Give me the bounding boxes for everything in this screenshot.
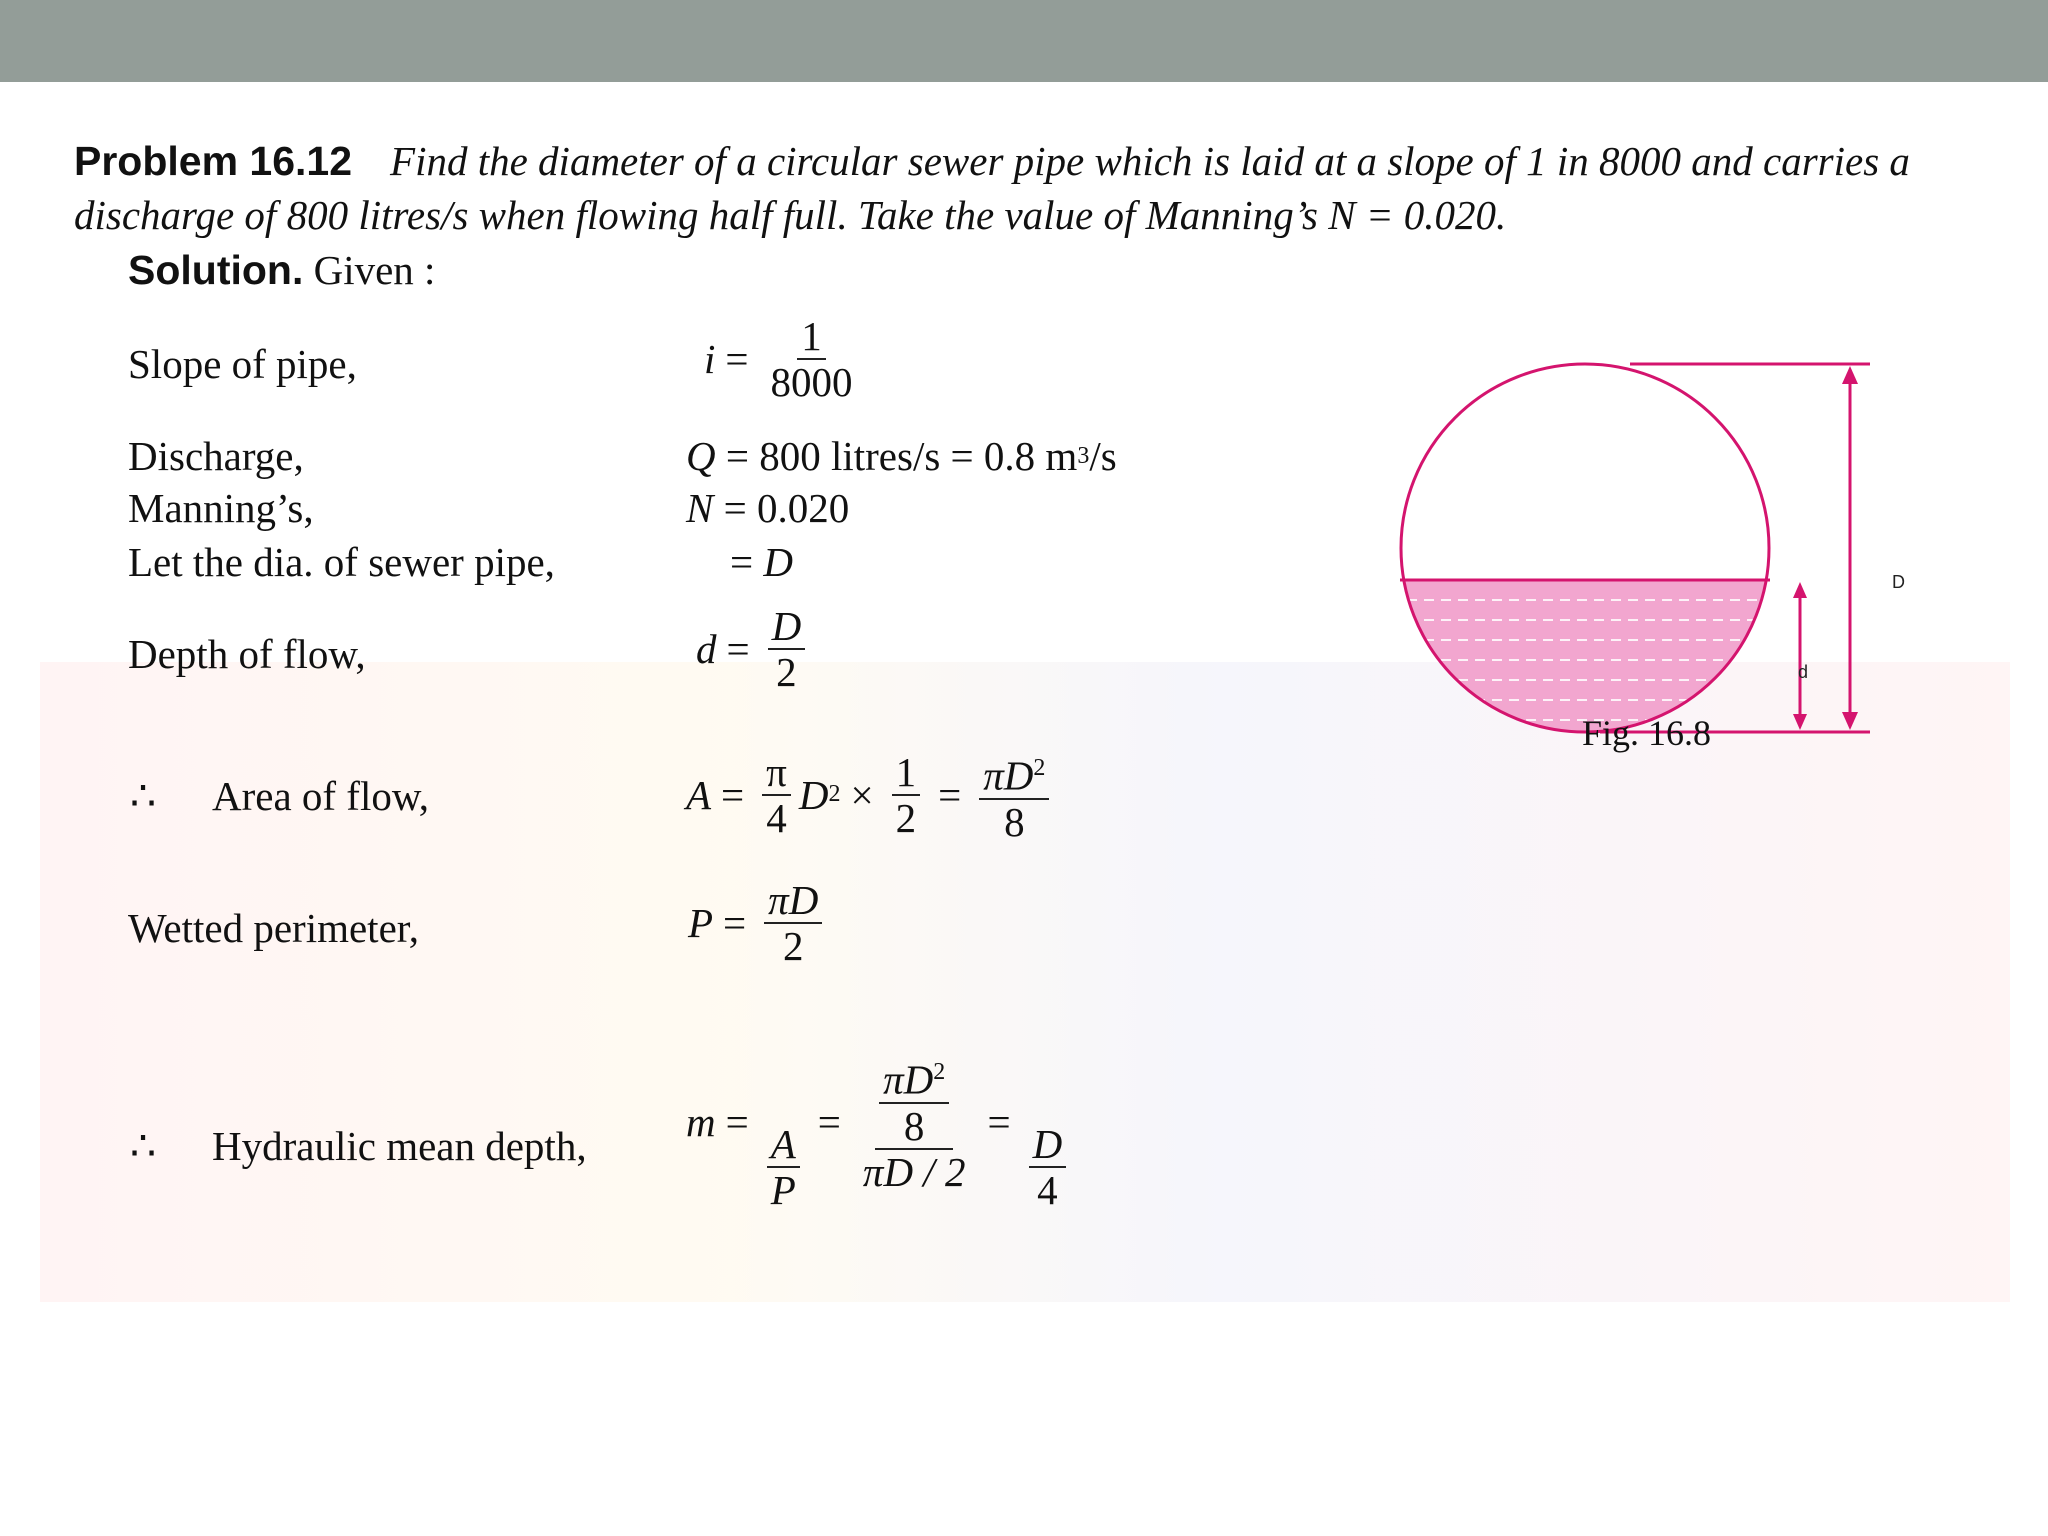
top-bar: [0, 0, 2048, 82]
perimeter-var: P: [688, 900, 714, 946]
slope-var: i: [704, 336, 716, 382]
area-times: ×: [850, 771, 874, 818]
area-fraction-3: [979, 746, 1049, 844]
hmd-big-num-sup: 2: [933, 1059, 946, 1086]
area-f3-num-wrap: [979, 746, 1049, 800]
area-f3-num: πD: [983, 752, 1034, 799]
label-d: d: [1798, 662, 1809, 682]
area-label: Area of flow,: [212, 773, 430, 819]
therefore-symbol-hmd: ∴: [130, 1123, 157, 1169]
area-d-squared: D: [798, 771, 829, 818]
area-f2-den: 2: [895, 794, 917, 841]
hmd-f1-den: P: [770, 1167, 796, 1213]
hmd-f3-num: D: [1029, 1122, 1067, 1168]
perimeter-label: Wetted perimeter,: [128, 905, 420, 951]
perimeter-denominator: 2: [783, 923, 804, 969]
depth-numerator: D: [768, 604, 806, 650]
area-var: A: [686, 771, 712, 818]
discharge-equation: [686, 432, 1117, 480]
slope-denominator: 8000: [770, 359, 853, 405]
slope-eq-sign: =: [725, 336, 749, 382]
hmd-fraction-ap: [767, 1122, 800, 1212]
hmd-big-fraction: [859, 1050, 970, 1194]
hmd-eq-sign-2: =: [817, 1099, 841, 1145]
depth-equation: [696, 604, 813, 694]
discharge-unit: /s: [1089, 433, 1117, 479]
depth-label: Depth of flow,: [128, 631, 366, 677]
area-eq-sign: =: [721, 771, 745, 818]
problem-text: Find the diameter of a circular sewer pipe which is laid at a slope of 1 in 8000 and carries a discharge of 800 litres/s when flowing half full. Take the value of Manning’s N = 0.020.: [74, 138, 1910, 238]
hmd-fraction-d4: [1029, 1122, 1067, 1212]
area-equation: [686, 746, 1057, 844]
figure-caption: Fig. 16.8: [1582, 713, 1712, 753]
perimeter-fraction: [764, 878, 822, 968]
perimeter-eq-sign: =: [723, 900, 747, 946]
hmd-f1-num: A: [767, 1122, 800, 1168]
hmd-big-num-top: πD: [883, 1056, 934, 1103]
hmd-big-numerator: [875, 1050, 953, 1150]
hmd-eq-sign-3: =: [987, 1099, 1011, 1145]
problem-title: Problem 16.12: [74, 138, 353, 184]
area-fraction-2: [892, 750, 921, 840]
area-f3-den: 8: [1004, 798, 1025, 845]
area-f2-num: 1: [892, 750, 921, 796]
perimeter-numerator: πD: [764, 878, 822, 924]
hmd-f3-den: 4: [1037, 1167, 1058, 1213]
depth-var: d: [696, 626, 717, 672]
hmd-big-denominator: πD / 2: [862, 1148, 966, 1195]
hmd-big-num-top-wrap: [879, 1050, 949, 1104]
area-eq-sign-2: =: [938, 771, 962, 818]
slope-numerator: 1: [797, 314, 826, 360]
depth-denominator: 2: [776, 649, 797, 695]
hmd-eq-sign: =: [725, 1099, 749, 1145]
hmd-equation: [686, 1032, 1074, 1212]
hmd-label: Hydraulic mean depth,: [212, 1123, 587, 1169]
area-f1-num: π: [762, 750, 791, 796]
manning-equation: [686, 484, 849, 532]
perimeter-equation: [688, 878, 830, 968]
document-page: [0, 82, 2048, 1536]
given-label: Given :: [313, 247, 436, 293]
hmd-big-num-bottom: 8: [903, 1102, 925, 1149]
area-f3-sup: 2: [1033, 755, 1046, 781]
diameter-var: D: [763, 539, 793, 585]
diameter-equation: [730, 538, 793, 586]
area-f1-den: 4: [766, 794, 787, 841]
diameter-label: Let the dia. of sewer pipe,: [128, 539, 555, 585]
label-D: D: [1892, 572, 1905, 592]
hmd-var: m: [686, 1099, 716, 1145]
depth-fraction: [768, 604, 806, 694]
area-d-sup: 2: [828, 781, 841, 808]
discharge-value: = 800 litres/s = 0.8 m: [725, 433, 1078, 479]
depth-eq-sign: =: [726, 626, 750, 672]
discharge-sup: 3: [1077, 442, 1090, 469]
area-fraction-1: [762, 750, 791, 840]
manning-value: = 0.020: [723, 485, 850, 531]
slope-equation: [704, 314, 865, 404]
therefore-symbol-area: ∴: [130, 773, 157, 819]
diameter-eq-sign: =: [730, 539, 754, 585]
manning-label: Manning’s,: [128, 485, 314, 531]
manning-var: N: [686, 485, 714, 531]
solution-label: Solution.: [128, 247, 304, 293]
discharge-label: Discharge,: [128, 433, 304, 479]
problem-statement: [74, 134, 1984, 242]
solution-heading: [128, 246, 435, 294]
slope-fraction: [767, 314, 857, 404]
water-fill: [1370, 580, 1830, 808]
discharge-var: Q: [686, 433, 716, 479]
slope-label: Slope of pipe,: [128, 341, 357, 387]
